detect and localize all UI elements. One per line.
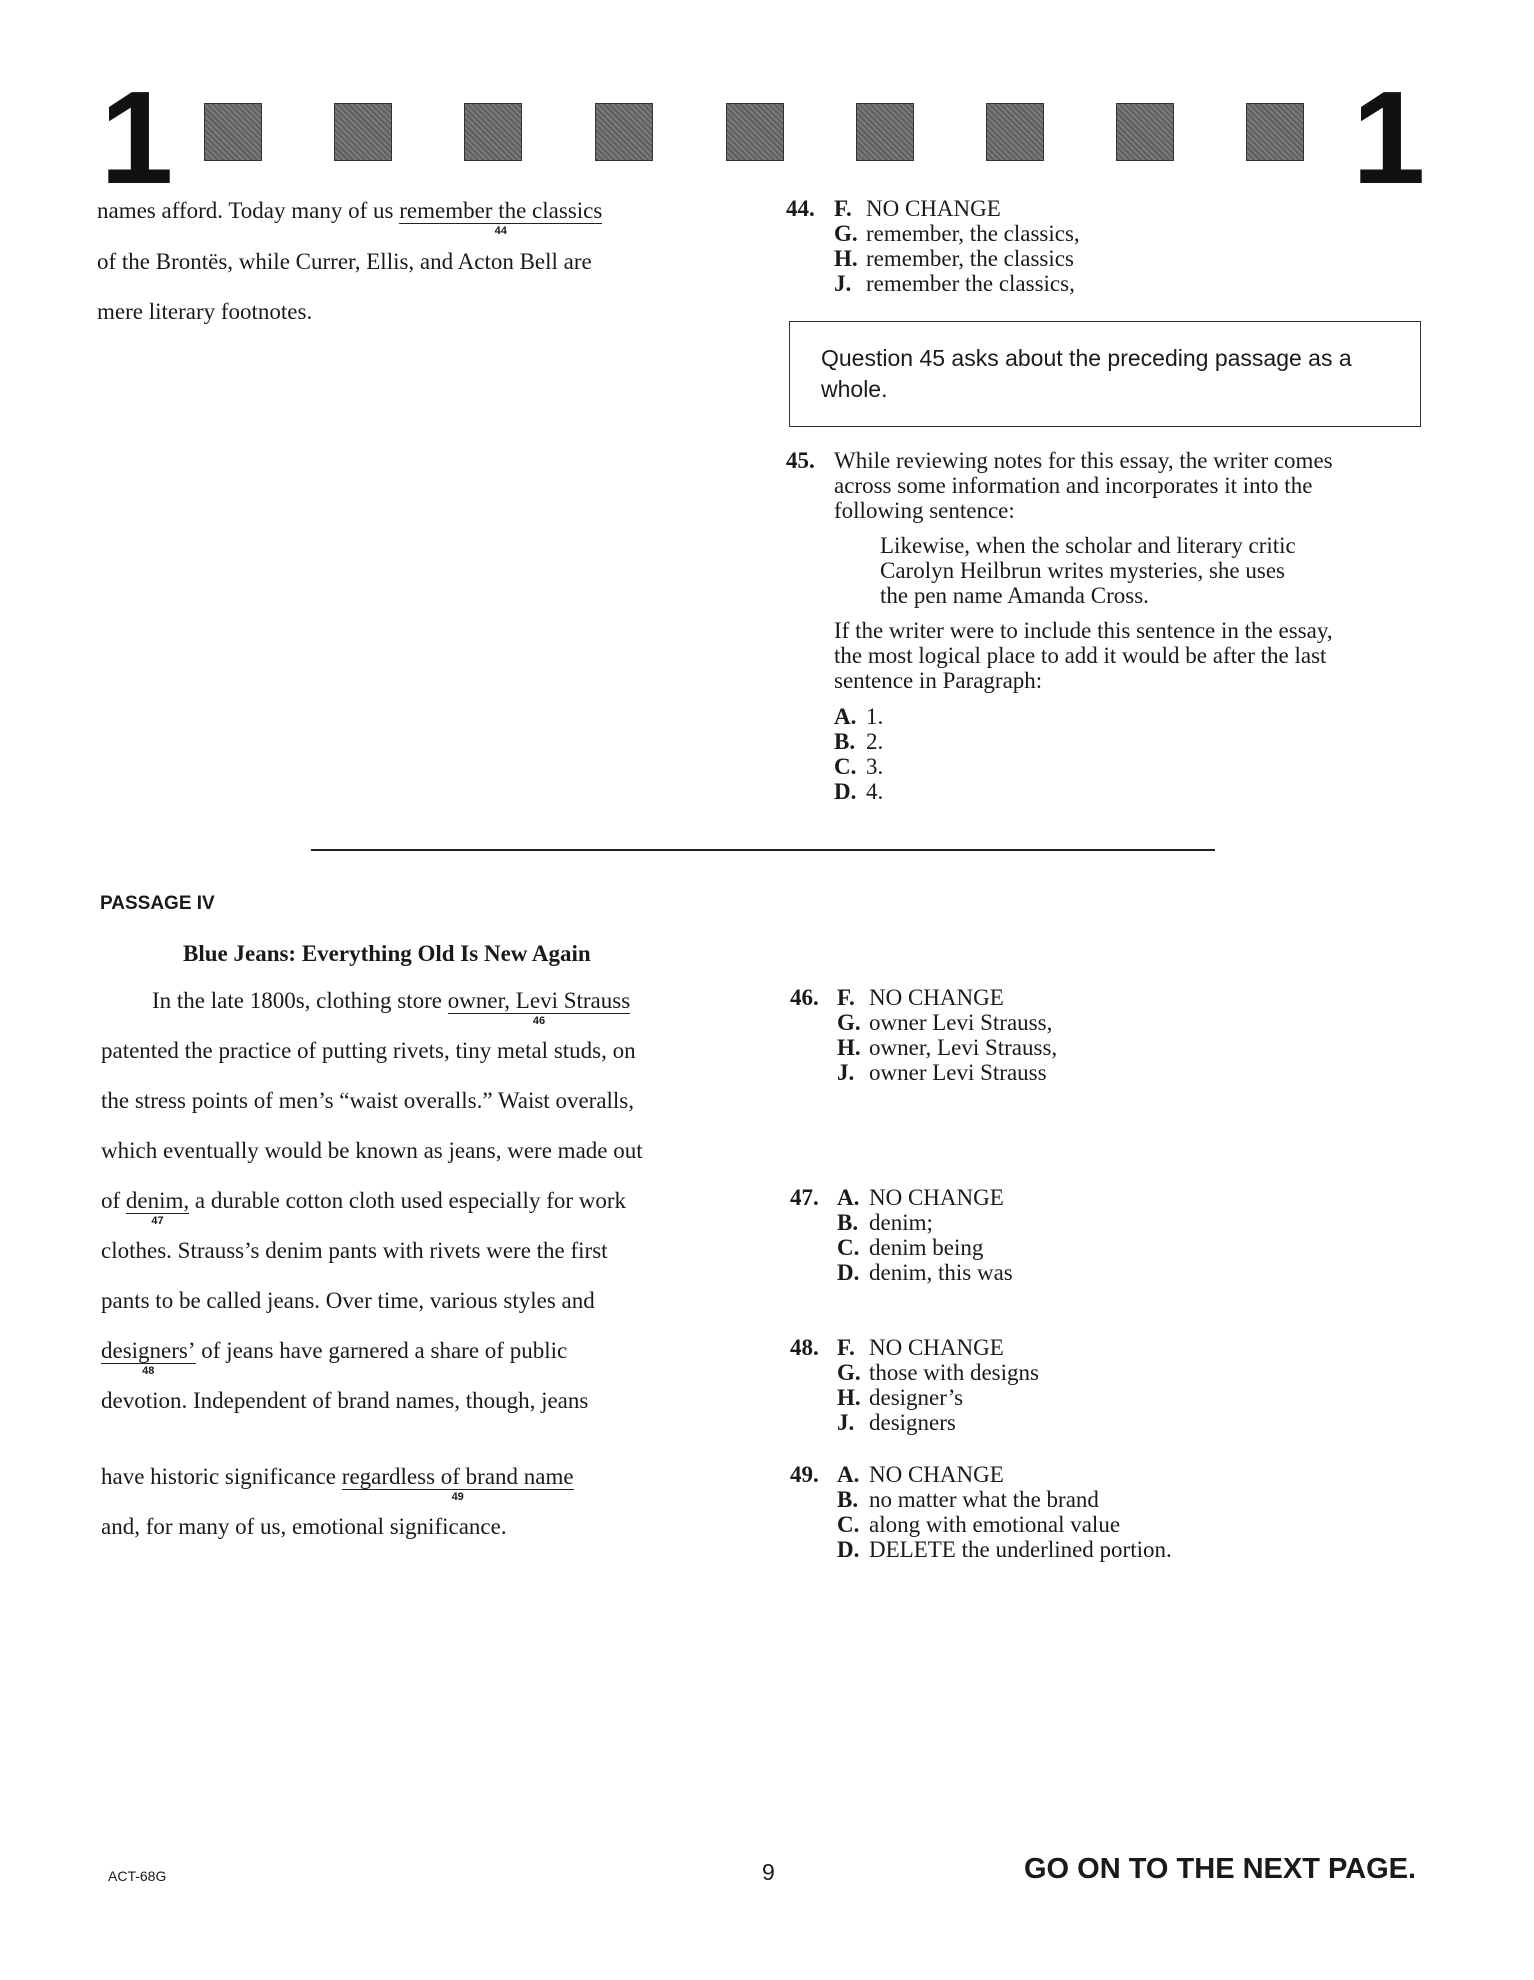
question-ref-48: 48 [142, 1365, 155, 1377]
option-text: owner, Levi Strauss, [869, 1035, 1058, 1060]
underlined-text: owner, Levi Strauss [447, 988, 631, 1013]
option-text: denim being [869, 1235, 984, 1260]
header-block [204, 103, 262, 161]
answer-option[interactable] [837, 1235, 983, 1260]
option-text: DELETE the underlined portion. [869, 1537, 1172, 1562]
question-stem-line: across some information and incorporates it into the [834, 473, 1313, 498]
question-stem-line: following sentence: [834, 498, 1015, 523]
answer-option[interactable] [837, 1360, 1039, 1385]
question-number: 49. [790, 1462, 819, 1487]
passage-line [101, 1188, 627, 1227]
quoted-sentence-line: Carolyn Heilbrun writes mysteries, she uses [880, 558, 1285, 583]
question-number: 45. [786, 448, 815, 473]
answer-option[interactable] [834, 729, 883, 754]
underlined-portion-47 [125, 1188, 190, 1227]
option-text: owner Levi Strauss, [869, 1010, 1053, 1035]
underlined-text: denim, [125, 1188, 190, 1213]
header-block [856, 103, 914, 161]
option-text: NO CHANGE [869, 1335, 1004, 1360]
note-text: Question 45 asks about the preceding passage as a whole. [821, 345, 1352, 402]
option-letter: F. [837, 1335, 855, 1360]
option-letter: D. [837, 1537, 860, 1562]
answer-option[interactable] [834, 196, 1001, 221]
answer-option[interactable] [837, 1462, 1004, 1487]
underlined-text: regardless of brand name [341, 1464, 574, 1489]
option-letter: C. [837, 1235, 860, 1260]
next-page-instruction: GO ON TO THE NEXT PAGE. [1024, 1853, 1417, 1885]
answer-option[interactable] [837, 1010, 1052, 1035]
header-block [986, 103, 1044, 161]
option-letter: J. [837, 1060, 855, 1085]
passage-line [101, 1338, 568, 1377]
question-number: 46. [790, 985, 819, 1010]
underlined-text: remember the classics [399, 198, 603, 223]
option-letter: B. [834, 729, 856, 754]
question-ref-46: 46 [532, 1015, 546, 1027]
passage-line: devotion. Independent of brand names, though, jeans [101, 1388, 589, 1413]
option-text: 3. [866, 754, 884, 779]
answer-option[interactable] [837, 1512, 1120, 1537]
passage-line: the stress points of men’s “waist overalls.” Waist overalls, [101, 1088, 635, 1113]
underlined-portion-46 [447, 988, 631, 1027]
header-block [726, 103, 784, 161]
option-text: NO CHANGE [869, 1462, 1004, 1487]
option-letter: B. [837, 1487, 859, 1512]
option-letter: H. [837, 1385, 861, 1410]
option-letter: G. [837, 1010, 861, 1035]
option-text: 4. [866, 779, 884, 804]
answer-option[interactable] [834, 221, 1080, 246]
passage-label: PASSAGE IV [100, 893, 215, 914]
answer-option[interactable] [837, 1410, 956, 1435]
option-letter: G. [834, 221, 858, 246]
question-ref-49: 49 [451, 1491, 464, 1503]
option-text: remember, the classics [866, 246, 1074, 271]
option-letter: C. [837, 1512, 860, 1537]
answer-option[interactable] [837, 1060, 1047, 1085]
underlined-portion-49 [341, 1464, 574, 1503]
answer-option[interactable] [837, 1035, 1057, 1060]
option-text: designer’s [869, 1385, 964, 1410]
underlined-portion-44 [399, 198, 603, 237]
header-block [1116, 103, 1174, 161]
option-letter: D. [834, 779, 857, 804]
option-letter: F. [834, 196, 852, 221]
passage-line [101, 1464, 574, 1503]
option-text: denim; [869, 1210, 933, 1235]
option-letter: C. [834, 754, 857, 779]
option-text: denim, this was [869, 1260, 1013, 1285]
option-letter: B. [837, 1210, 859, 1235]
underlined-text: designers’ [101, 1338, 196, 1363]
question-stem-line: sentence in Paragraph: [834, 668, 1043, 693]
answer-option[interactable] [837, 985, 1004, 1010]
option-letter: H. [837, 1035, 861, 1060]
passage-line: which eventually would be known as jeans, were made out [101, 1138, 643, 1163]
answer-option[interactable] [837, 1210, 933, 1235]
question-stem-line: While reviewing notes for this essay, the writer comes [834, 448, 1333, 473]
option-text: along with emotional value [869, 1512, 1121, 1537]
answer-option[interactable] [837, 1487, 1099, 1512]
option-text: those with designs [869, 1360, 1039, 1385]
section-divider [311, 849, 1215, 851]
answer-option[interactable] [834, 246, 1074, 271]
option-letter: G. [837, 1360, 861, 1385]
header-block [1246, 103, 1304, 161]
option-letter: H. [834, 246, 858, 271]
option-text: NO CHANGE [869, 1185, 1004, 1210]
quoted-sentence-line: the pen name Amanda Cross. [880, 583, 1149, 608]
option-text: NO CHANGE [866, 196, 1001, 221]
answer-option[interactable] [837, 1335, 1004, 1360]
question-stem-line: the most logical place to add it would be after the last [834, 643, 1327, 668]
passage-text: have historic significance [101, 1464, 342, 1489]
answer-option[interactable] [837, 1385, 963, 1410]
option-text: 2. [866, 729, 884, 754]
passage-line: mere literary footnotes. [97, 299, 313, 324]
answer-option[interactable] [834, 754, 883, 779]
option-letter: A. [834, 704, 857, 729]
passage-line: and, for many of us, emotional significance. [101, 1514, 507, 1539]
option-text: designers [869, 1410, 956, 1435]
note-box [789, 321, 1421, 427]
passage-line: clothes. Strauss’s denim pants with rivets were the first [101, 1238, 608, 1263]
answer-option[interactable] [837, 1185, 1004, 1210]
test-code: ACT-68G [108, 1868, 167, 1884]
answer-option[interactable] [834, 779, 883, 804]
question-ref-47: 47 [151, 1215, 164, 1227]
passage-text: of [101, 1188, 126, 1213]
option-letter: J. [834, 271, 852, 296]
option-text: 1. [866, 704, 884, 729]
passage-text: of jeans have garnered a share of public [195, 1338, 568, 1363]
option-text: owner Levi Strauss [869, 1060, 1047, 1085]
question-number: 48. [790, 1335, 819, 1360]
header-block [595, 103, 653, 161]
option-letter: F. [837, 985, 855, 1010]
answer-option[interactable] [834, 271, 1075, 296]
passage-text: a durable cotton cloth used especially for work [189, 1188, 627, 1213]
option-text: remember, the classics, [866, 221, 1080, 246]
question-stem-line: If the writer were to include this sentence in the essay, [834, 618, 1333, 643]
question-number: 47. [790, 1185, 819, 1210]
question-ref-44: 44 [494, 225, 507, 237]
question-number: 44. [786, 196, 815, 221]
passage-line: patented the practice of putting rivets, tiny metal studs, on [101, 1038, 636, 1063]
option-text: no matter what the brand [869, 1487, 1099, 1512]
underlined-portion-48 [101, 1338, 196, 1377]
section-number-left: 1 [100, 64, 174, 211]
passage-line: of the Brontës, while Currer, Ellis, and Acton Bell are [97, 249, 592, 274]
answer-option[interactable] [837, 1537, 1172, 1562]
quoted-sentence-line: Likewise, when the scholar and literary critic [880, 533, 1296, 558]
passage-text: names afford. Today many of us [97, 198, 400, 223]
answer-option[interactable] [837, 1260, 1013, 1285]
option-letter: A. [837, 1185, 860, 1210]
passage-title: Blue Jeans: Everything Old Is New Again [183, 941, 591, 966]
passage-line [97, 198, 603, 237]
page-number: 9 [762, 1859, 775, 1885]
option-letter: J. [837, 1410, 855, 1435]
passage-line [152, 988, 631, 1027]
header-block [334, 103, 392, 161]
header-block [464, 103, 522, 161]
passage-line: pants to be called jeans. Over time, various styles and [101, 1288, 595, 1313]
option-text: remember the classics, [866, 271, 1075, 296]
option-text: NO CHANGE [869, 985, 1004, 1010]
section-number-right: 1 [1352, 64, 1426, 211]
option-letter: D. [837, 1260, 860, 1285]
answer-option[interactable] [834, 704, 883, 729]
passage-text: In the late 1800s, clothing store [152, 988, 448, 1013]
option-letter: A. [837, 1462, 860, 1487]
